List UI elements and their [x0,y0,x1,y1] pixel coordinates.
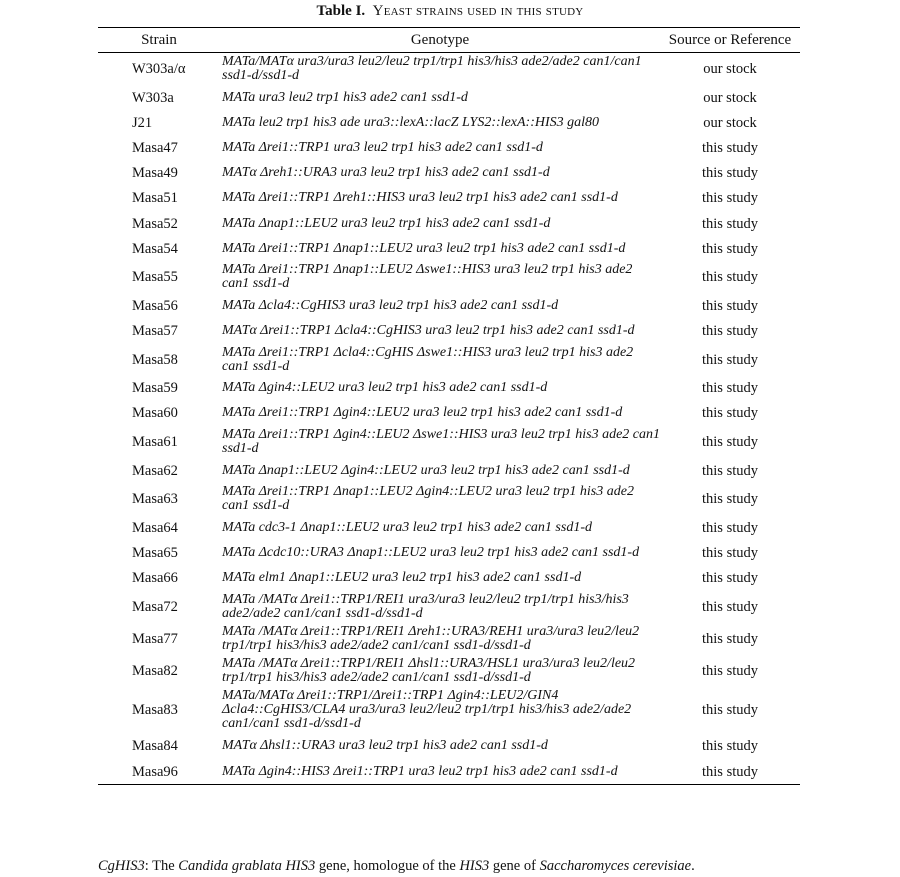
footnote-end: . [691,858,695,874]
genotype-cell: MATa Δrei1::TRP1 Δnap1::LEU2 Δswe1::HIS3 ura3 leu2 trp1 his3 ade2 can1 ssd1-d [222,262,633,292]
source-cell: this study [702,165,758,182]
strain-cell: Masa57 [132,323,178,340]
source-cell: this study [702,434,758,451]
strain-cell: Masa54 [132,240,178,257]
footnote-text-1: : The [144,858,179,874]
strain-cell: Masa59 [132,380,178,397]
genotype-cell: MATa ura3 leu2 trp1 his3 ade2 can1 ssd1-d [222,89,468,105]
strain-cell: Masa66 [132,570,178,587]
genotype-cell: MATa Δgin4::LEU2 ura3 leu2 trp1 his3 ade2 can1 ssd1-d [222,380,548,396]
source-cell: this study [702,598,758,615]
source-cell: this study [702,702,758,719]
table-title: Yeast strains used in this study [372,3,584,19]
source-cell: our stock [703,61,757,77]
source-cell: this study [702,323,758,340]
genotype-cell: MATa Δgin4::HIS3 Δrei1::TRP1 ura3 leu2 trp1 his3 ade2 can1 ssd1-d [220,759,660,785]
table-row [98,566,800,591]
footnote-text-2: gene, homologue of the [315,858,460,874]
source-cell: this study [702,269,758,286]
genotype-cell: MATα Δhsl1::URA3 ura3 leu2 trp1 his3 ade2 can1 ssd1-d [222,738,548,754]
table-caption [0,3,900,20]
table-row [98,85,800,110]
source-cell: this study [702,630,758,647]
genotype-cell: MATa /MATα Δrei1::TRP1/REI1 Δhsl1::URA3/HSL1 ura3/ura3 leu2/leu2 trp1/trp1 his3/his3 ade2/ade2 can1/can1 ssd1-d/ssd1-d [222,655,636,685]
genotype-cell: MATa Δrei1::TRP1 ura3 leu2 trp1 his3 ade2 can1 ssd1-d [222,139,543,155]
source-cell: this study [702,738,758,755]
strain-cell: Masa64 [132,519,178,536]
strain-cell: Masa65 [132,545,178,562]
table-row [98,515,800,540]
strain-cell: Masa60 [132,405,178,422]
strain-cell: Masa77 [132,630,178,647]
source-cell: this study [702,139,758,156]
source-cell: this study [702,662,758,679]
table-row [98,734,800,759]
table-row [98,319,800,344]
genotype-cell: MATa Δnap1::LEU2 ura3 leu2 trp1 his3 ade2 can1 ssd1-d [222,215,551,231]
genotype-cell: MATa Δrei1::TRP1 Δgin4::LEU2 Δswe1::HIS3 ura3 leu2 trp1 his3 ade2 can1 ssd1-d [222,427,661,457]
source-cell: this study [702,380,758,397]
table-row [98,53,800,86]
footnote-species-1: Candida grablata [178,858,282,874]
footnote-species-2: Saccharomyces cerevisiae [539,858,692,874]
table-header-row [98,28,800,53]
column-header-genotype: Genotype [220,28,660,53]
table-row [98,759,800,785]
strain-cell: Masa51 [132,190,178,207]
genotype-cell: MATa Δrei1::TRP1 Δreh1::HIS3 ura3 leu2 trp1 his3 ade2 can1 ssd1-d [222,190,618,206]
strain-cell: Masa55 [132,269,178,286]
genotype-cell: MATa Δnap1::LEU2 Δgin4::LEU2 ura3 leu2 trp1 his3 ade2 can1 ssd1-d [222,462,630,478]
table-row [98,236,800,261]
source-cell: our stock [703,114,757,131]
genotype-cell: MATa Δrei1::TRP1 Δnap1::LEU2 ura3 leu2 trp1 his3 ade2 can1 ssd1-d [222,240,626,256]
strain-cell: Masa96 [98,759,220,785]
strain-cell: Masa52 [132,215,178,232]
source-cell: this study [702,297,758,314]
genotype-cell: MATa cdc3-1 Δnap1::LEU2 ura3 leu2 trp1 his3 ade2 can1 ssd1-d [222,519,592,535]
source-cell: our stock [703,89,757,106]
footnote-gene-2: HIS3 [459,858,490,874]
source-cell: this study [702,405,758,422]
strain-cell: Masa56 [132,297,178,314]
strain-cell: Masa83 [132,702,178,719]
table-row [98,110,800,135]
table-row [98,161,800,186]
yeast-strains-table [98,27,800,785]
genotype-cell: MATa elm1 Δnap1::LEU2 ura3 leu2 trp1 his3 ade2 can1 ssd1-d [222,570,582,586]
footnote-text-3: gene of [489,858,540,874]
table-row [98,623,800,655]
table-row [98,655,800,687]
table-row [98,540,800,565]
genotype-cell: MATa/MATα Δrei1::TRP1/Δrei1::TRP1 Δgin4::LEU2/GIN4 Δcla4::CgHIS3/CLA4 ura3/ura3 leu2/leu2 trp1/trp1 his3/his3 ade2/ade2 can1/can1 ssd1-d/ssd1-d [222,688,632,732]
genotype-cell: MATα Δrei1::TRP1 Δcla4::CgHIS3 ura3 leu2 trp1 his3 ade2 can1 ssd1-d [222,323,635,339]
table-row [98,344,800,376]
strain-cell: Masa63 [132,491,178,508]
strain-cell: Masa49 [132,165,178,182]
column-header-strain: Strain [98,28,220,53]
source-cell: this study [702,570,758,587]
source-cell: this study [702,545,758,562]
table-row [98,186,800,211]
source-cell: this study [702,240,758,257]
strain-cell: Masa47 [132,139,178,156]
strain-cell: Masa58 [132,351,178,368]
column-header-source: Source or Reference [660,28,800,53]
genotype-cell: MATa leu2 trp1 his3 ade ura3::lexA::lacZ LYS2::lexA::HIS3 gal80 [222,114,600,130]
table-row [98,401,800,426]
footnote-term: CgHIS3 [98,858,145,874]
source-cell: this study [702,215,758,232]
table-row [98,483,800,515]
strain-cell: W303a/α [132,61,186,77]
table-row [98,293,800,318]
genotype-cell: MATa Δcdc10::URA3 Δnap1::LEU2 ura3 leu2 trp1 his3 ade2 can1 ssd1-d [222,545,640,561]
table-row [98,261,800,293]
genotype-cell: MATa/MATα ura3/ura3 leu2/leu2 trp1/trp1 his3/his3 ade2/ade2 can1/can1 ssd1-d/ssd1-d [222,54,642,83]
table-row [98,376,800,401]
genotype-cell: MATα Δreh1::URA3 ura3 leu2 trp1 his3 ade2 can1 ssd1-d [222,165,550,181]
genotype-cell: MATa Δrei1::TRP1 Δgin4::LEU2 ura3 leu2 trp1 his3 ade2 can1 ssd1-d [222,405,623,421]
strain-cell: W303a [132,89,174,106]
table-row [98,591,800,623]
table-body [98,53,800,785]
footnote-gene-1: HIS3 [285,858,316,874]
genotype-cell: MATa /MATα Δrei1::TRP1/REI1 ura3/ura3 leu2/leu2 trp1/trp1 his3/his3 ade2/ade2 can1/can1 ssd1-d/ssd1-d [222,591,629,621]
table-label: Table I. [316,3,366,19]
strain-cell: Masa62 [132,462,178,479]
strain-cell: J21 [132,114,153,131]
source-cell: this study [660,759,800,785]
table-footnote [98,858,695,875]
source-cell: this study [702,519,758,536]
table-row [98,426,800,458]
strain-cell: Masa82 [132,662,178,679]
source-cell: this study [702,351,758,368]
source-cell: this study [702,462,758,479]
table-row [98,211,800,236]
table-row [98,458,800,483]
source-cell: this study [702,491,758,508]
table-row [98,687,800,734]
genotype-cell: MATa Δrei1::TRP1 Δnap1::LEU2 Δgin4::LEU2 ura3 leu2 trp1 his3 ade2 can1 ssd1-d [222,484,634,514]
genotype-cell: MATa Δrei1::TRP1 Δcla4::CgHIS Δswe1::HIS3 ura3 leu2 trp1 his3 ade2 can1 ssd1-d [222,344,634,374]
genotype-cell: MATa /MATα Δrei1::TRP1/REI1 Δreh1::URA3/REH1 ura3/ura3 leu2/leu2 trp1/trp1 his3/his3 ade2/ade2 can1/can1 ssd1-d/ssd1-d [222,623,640,653]
source-cell: this study [702,190,758,207]
genotype-cell: MATa Δcla4::CgHIS3 ura3 leu2 trp1 his3 ade2 can1 ssd1-d [222,297,559,313]
strain-cell: Masa84 [132,738,178,755]
strain-cell: Masa72 [132,598,178,615]
table-row [98,135,800,160]
strain-cell: Masa61 [132,434,178,451]
